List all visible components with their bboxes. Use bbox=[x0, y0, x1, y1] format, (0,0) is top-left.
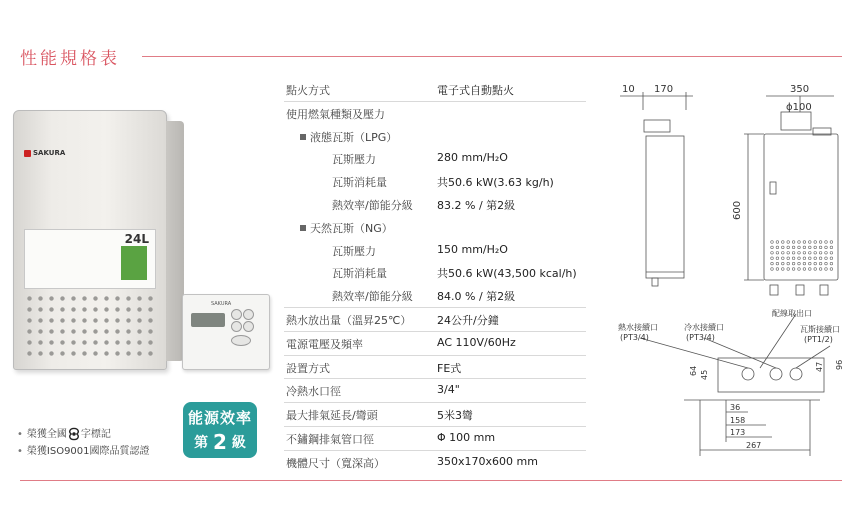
gas-inlet-label: 瓦斯接續口 bbox=[800, 325, 840, 334]
side-bracket bbox=[644, 120, 670, 132]
vent-hole bbox=[798, 257, 801, 260]
spec-row bbox=[284, 216, 586, 239]
spec-label: 點火方式 bbox=[286, 84, 330, 97]
vent-hole bbox=[792, 262, 795, 265]
sakura-logo-icon bbox=[24, 150, 31, 157]
vent-hole bbox=[803, 262, 806, 265]
dim-label-96: 96 bbox=[835, 359, 844, 370]
remote-button bbox=[243, 321, 254, 332]
dimension-drawing bbox=[600, 70, 862, 470]
vent-hole bbox=[771, 246, 774, 249]
front-fitting bbox=[770, 285, 778, 295]
cold-water-fitting bbox=[770, 368, 782, 380]
vent-hole bbox=[825, 268, 828, 271]
vent-hole bbox=[776, 246, 779, 249]
front-fitting bbox=[796, 285, 804, 295]
vent-hole bbox=[809, 246, 812, 249]
vent-hole bbox=[803, 252, 806, 255]
spec-row bbox=[284, 261, 586, 284]
remote-button bbox=[243, 309, 254, 320]
vent-hole bbox=[830, 246, 833, 249]
vent-hole bbox=[782, 246, 785, 249]
spec-label: 瓦斯壓力 bbox=[332, 244, 376, 258]
spec-label: 機體尺寸（寬深高） bbox=[286, 456, 385, 470]
vent-hole bbox=[814, 257, 817, 260]
gas-fitting bbox=[790, 368, 802, 380]
power-outlet-label: 配線取出口 bbox=[772, 309, 812, 318]
vent-hole bbox=[814, 268, 817, 271]
vent-hole bbox=[782, 257, 785, 260]
vent-hole bbox=[809, 241, 812, 244]
vent-hole bbox=[776, 252, 779, 255]
spec-row bbox=[284, 102, 586, 125]
spec-value: 共50.6 kW(43,500 kcal/h) bbox=[437, 267, 577, 281]
spec-row bbox=[284, 147, 586, 170]
front-vent-grille bbox=[771, 241, 833, 271]
remote-controller-image bbox=[182, 294, 270, 370]
spec-row bbox=[284, 125, 586, 148]
vent-hole bbox=[819, 241, 822, 244]
dim-label-267: 267 bbox=[746, 441, 762, 450]
vent-hole bbox=[819, 262, 822, 265]
vent-hole bbox=[830, 268, 833, 271]
hot-water-outlet-spec: (PT3/4) bbox=[620, 333, 649, 342]
dim-label-45: 45 bbox=[700, 369, 709, 380]
vent-hole bbox=[830, 252, 833, 255]
vent-hole bbox=[782, 262, 785, 265]
spec-row bbox=[284, 170, 586, 193]
spec-value: 350x170x600 mm bbox=[437, 454, 538, 468]
vent-hole bbox=[809, 262, 812, 265]
spec-row bbox=[284, 284, 586, 308]
vent-hole bbox=[814, 246, 817, 249]
bottom-view-body bbox=[718, 358, 824, 392]
vent-hole bbox=[792, 268, 795, 271]
spec-value: Φ 100 mm bbox=[437, 430, 496, 444]
vent-hole bbox=[809, 257, 812, 260]
flue-outlet bbox=[781, 112, 811, 130]
vent-hole bbox=[803, 268, 806, 271]
spec-row bbox=[284, 239, 586, 262]
leader-line bbox=[704, 338, 776, 368]
spec-row bbox=[284, 308, 586, 332]
vent-hole bbox=[825, 246, 828, 249]
vent-hole bbox=[787, 252, 790, 255]
vent-hole bbox=[814, 262, 817, 265]
bullet-square-icon bbox=[300, 134, 306, 140]
spec-value: AC 110V/60Hz bbox=[437, 335, 516, 349]
vent-hole bbox=[798, 262, 801, 265]
spec-value: 電子式自動點火 bbox=[437, 84, 514, 97]
spec-label: 使用燃氣種類及壓力 bbox=[286, 107, 385, 121]
dim-label-phi100: ϕ100 bbox=[786, 102, 812, 113]
vent-hole bbox=[787, 257, 790, 260]
vent-hole bbox=[825, 262, 828, 265]
vent-hole bbox=[776, 241, 779, 244]
vent-hole bbox=[825, 252, 828, 255]
spec-value: 280 mm/H₂O bbox=[437, 151, 508, 165]
heater-logo: SAKURA bbox=[24, 149, 65, 157]
vent-hole bbox=[787, 246, 790, 249]
spec-label: 瓦斯消耗量 bbox=[332, 176, 387, 190]
energy-efficiency-badge bbox=[183, 402, 257, 458]
remote-button bbox=[231, 309, 242, 320]
vent-hole bbox=[776, 268, 779, 271]
leader-line bbox=[640, 338, 748, 368]
front-view-body bbox=[764, 134, 838, 280]
vent-hole bbox=[825, 257, 828, 260]
spec-label: 不鏽鋼排氣管口徑 bbox=[286, 432, 374, 446]
vent-hole bbox=[809, 252, 812, 255]
spec-value: 83.2 % / 第2級 bbox=[437, 198, 516, 212]
remote-button bbox=[231, 321, 242, 332]
dim-label-64: 64 bbox=[689, 365, 698, 376]
section-title: 性能規格表 bbox=[20, 49, 120, 69]
vent-hole bbox=[809, 268, 812, 271]
spec-label: 瓦斯消耗量 bbox=[332, 267, 387, 281]
spec-label: 冷熱水口徑 bbox=[286, 385, 341, 399]
cold-water-inlet-spec: (PT3/4) bbox=[686, 333, 715, 342]
spec-table bbox=[284, 78, 586, 474]
vent-hole bbox=[814, 252, 817, 255]
dim-label-10: 10 bbox=[622, 84, 635, 95]
vent-hole bbox=[771, 268, 774, 271]
spec-label: 電源電壓及頻率 bbox=[286, 337, 363, 351]
vent-hole bbox=[771, 252, 774, 255]
side-fitting bbox=[652, 278, 658, 286]
vent-hole bbox=[798, 268, 801, 271]
spec-value: 3/4" bbox=[437, 383, 460, 397]
vent-hole bbox=[803, 246, 806, 249]
feature-cns-mark: • 榮獲全國 字標記 bbox=[17, 429, 111, 440]
heater-model-label: 24L bbox=[124, 232, 149, 246]
dim-label-600: 600 bbox=[732, 200, 743, 220]
vent-hole bbox=[803, 241, 806, 244]
dim-label-170: 170 bbox=[654, 84, 674, 95]
vent-hole bbox=[830, 241, 833, 244]
vent-hole bbox=[771, 241, 774, 244]
spec-label: 設置方式 bbox=[286, 361, 330, 375]
spec-row bbox=[284, 356, 586, 380]
bullet-square-icon bbox=[300, 225, 306, 231]
badge-line2: 第 2 級 bbox=[194, 430, 246, 454]
vent-hole bbox=[825, 241, 828, 244]
spec-row bbox=[284, 451, 586, 474]
dim-label-36: 36 bbox=[730, 403, 741, 412]
spec-row bbox=[284, 427, 586, 451]
side-view-body bbox=[646, 136, 684, 278]
dim-label-158: 158 bbox=[730, 416, 746, 425]
title-divider bbox=[142, 56, 842, 57]
remote-button bbox=[231, 335, 251, 346]
hot-water-outlet-label: 熱水接續口 bbox=[618, 323, 658, 332]
vent-hole bbox=[798, 246, 801, 249]
gas-inlet-spec: (PT1/2) bbox=[804, 335, 833, 344]
feature-iso: • 榮獲ISO9001國際品質認證 bbox=[17, 446, 150, 457]
spec-label: 最大排氣延長/彎頭 bbox=[286, 409, 378, 423]
vent-hole bbox=[798, 241, 801, 244]
spec-label: 瓦斯壓力 bbox=[332, 153, 376, 167]
spec-label: 熱效率/節能分級 bbox=[332, 198, 413, 212]
dim-label-173: 173 bbox=[730, 428, 746, 437]
vent-hole bbox=[830, 257, 833, 260]
remote-brand: SAKURA bbox=[211, 301, 232, 307]
vent-hole bbox=[771, 257, 774, 260]
heater-label-panel bbox=[24, 229, 156, 289]
leader-line bbox=[760, 314, 796, 368]
spec-value: 150 mm/H₂O bbox=[437, 242, 508, 256]
spec-row bbox=[284, 403, 586, 427]
vent-hole bbox=[771, 262, 774, 265]
spec-label: 液態瓦斯（LPG） bbox=[300, 129, 397, 145]
spec-value: 共50.6 kW(3.63 kg/h) bbox=[437, 176, 554, 190]
vent-hole bbox=[814, 241, 817, 244]
vent-hole bbox=[798, 252, 801, 255]
front-label bbox=[770, 182, 776, 194]
cold-water-inlet-label: 冷水接續口 bbox=[684, 323, 724, 332]
bottom-divider bbox=[20, 480, 842, 481]
vent-hole bbox=[819, 268, 822, 271]
spec-row bbox=[284, 379, 586, 403]
spec-row bbox=[284, 332, 586, 356]
vent-hole bbox=[787, 262, 790, 265]
badge-line1: 能源效率 bbox=[187, 409, 252, 427]
leader-line bbox=[796, 346, 830, 368]
spec-value: 5米3彎 bbox=[437, 409, 473, 423]
spec-value: 84.0 % / 第2級 bbox=[437, 290, 516, 304]
vent-hole bbox=[776, 262, 779, 265]
hot-water-fitting bbox=[742, 368, 754, 380]
vent-hole bbox=[792, 252, 795, 255]
spec-label: 熱效率/節能分級 bbox=[332, 290, 413, 304]
vent-hole bbox=[792, 246, 795, 249]
spec-row bbox=[284, 193, 586, 216]
dim-label-350: 350 bbox=[790, 84, 810, 95]
spec-value: 24公升/分鐘 bbox=[437, 313, 499, 327]
vent-hole bbox=[782, 241, 785, 244]
remote-display bbox=[191, 313, 225, 327]
spec-value: FE式 bbox=[437, 361, 462, 375]
front-fitting bbox=[820, 285, 828, 295]
spec-label: 天然瓦斯（NG） bbox=[300, 220, 393, 236]
vent-hole bbox=[792, 241, 795, 244]
vent-hole bbox=[830, 262, 833, 265]
spec-label: 熱水放出量（溫昇25℃） bbox=[286, 313, 412, 327]
heater-vent-grille bbox=[24, 293, 154, 359]
spec-row bbox=[284, 78, 586, 102]
vent-hole bbox=[792, 257, 795, 260]
vent-hole bbox=[803, 257, 806, 260]
dim-label-47: 47 bbox=[815, 361, 824, 372]
vent-hole bbox=[819, 246, 822, 249]
vent-hole bbox=[787, 268, 790, 271]
vent-hole bbox=[819, 257, 822, 260]
vent-hole bbox=[782, 268, 785, 271]
energy-label-sticker bbox=[121, 246, 147, 280]
vent-hole bbox=[819, 252, 822, 255]
vent-hole bbox=[782, 252, 785, 255]
vent-hole bbox=[776, 257, 779, 260]
cns-mark-icon bbox=[67, 427, 81, 441]
water-heater-image bbox=[13, 110, 167, 370]
vent-hole bbox=[787, 241, 790, 244]
